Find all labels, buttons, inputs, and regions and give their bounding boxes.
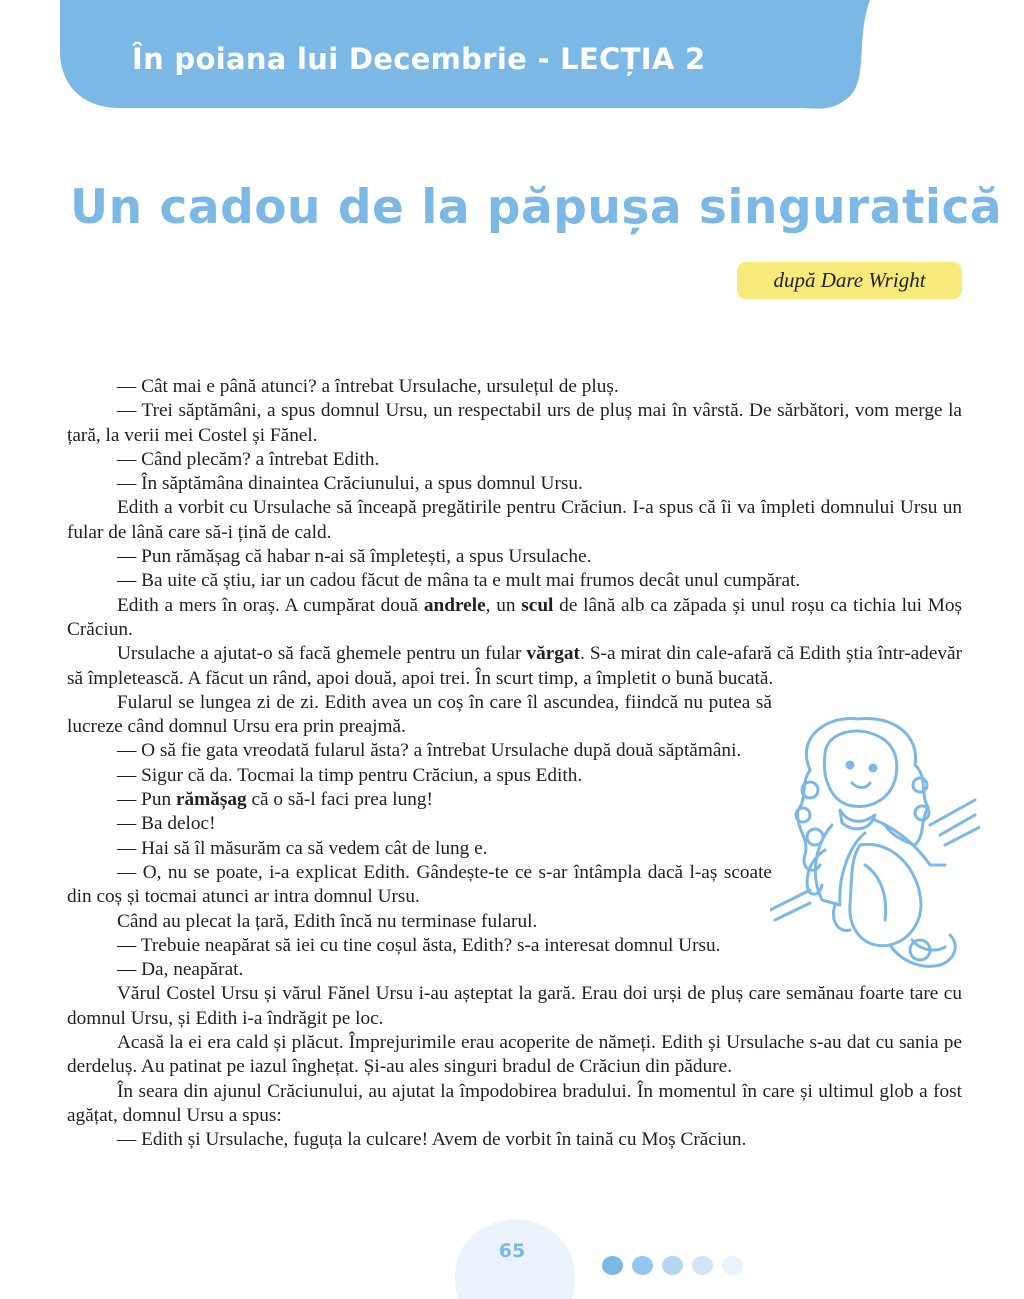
story-paragraph — [67, 1080, 962, 1129]
story-paragraph — [67, 375, 962, 399]
paragraph-text: — Pun — [117, 789, 176, 811]
paragraph-text: Acasă la ei era cald și plăcut. Împrejurimile erau acoperite de nămeți. Edith și Ursulache s-au dat cu sania pe derdeluș. Au patinat pe iazul înghețat. Și-au ales singuri bradul de Crăciun din pădure. — [67, 1032, 962, 1078]
paragraph-text: Ursulache a ajutat-o să facă ghemele pentru un fular — [117, 643, 527, 665]
story-title: Un cadou de la păpușa singuratică — [70, 180, 1003, 235]
page-dot — [662, 1256, 683, 1275]
story-paragraph — [67, 448, 962, 472]
story-paragraph — [67, 1128, 962, 1152]
story-paragraph — [67, 472, 962, 496]
story-paragraph — [67, 861, 772, 910]
page-number: 65 — [498, 1240, 526, 1262]
page-dot — [602, 1256, 623, 1275]
paragraph-text: — Da, neapărat. — [117, 959, 244, 981]
page-dot — [692, 1256, 713, 1275]
story-paragraph — [67, 691, 772, 740]
story-paragraph — [67, 496, 962, 545]
page-dot — [632, 1256, 653, 1275]
paragraph-text: — Când plecăm? a întrebat Edith. — [117, 448, 380, 470]
story-paragraph — [67, 545, 962, 569]
paragraph-text: — Trebuie neapărat să iei cu tine coșul ăsta, Edith? s-a interesat domnul Ursu. — [117, 934, 721, 956]
paragraph-text: — O, nu se poate, i-a explicat Edith. Gândește-te ce s-ar întâmpla dacă l-aș scoate din coș și tocmai atunci ar intra domnul Ursu. — [67, 861, 772, 908]
paragraph-text: de lână alb ca zăpada și unul roșu ca tichia lui Moș Crăciun. — [67, 594, 962, 640]
story-paragraph — [67, 739, 772, 763]
author-badge: după Dare Wright — [737, 262, 962, 299]
paragraph-text: — Hai să îl măsurăm ca să vedem cât de lung e. — [117, 837, 488, 859]
story-paragraph — [67, 788, 772, 812]
story-paragraph — [67, 812, 772, 836]
story-paragraph — [67, 764, 772, 788]
paragraph-text: — Cât mai e până atunci? a întrebat Ursulache, ursulețul de pluș. — [117, 376, 619, 397]
paragraph-text: Edith a mers în oraș. A cumpărat două — [117, 594, 424, 616]
story-paragraph — [67, 594, 962, 643]
paragraph-text: , un — [485, 594, 522, 616]
keyword: scul — [521, 594, 554, 616]
paragraph-text: — Ba uite că știu, iar un cadou făcut de mâna ta e mult mai frumos decât unul cumpărat. — [117, 570, 801, 592]
paragraph-text: — Trei săptămâni, a spus domnul Ursu, un respectabil urs de pluș mai în vârstă. De sărbători, vom merge la țară, la verii mei Costel și Fănel. — [67, 400, 962, 446]
paragraph-text: Când au plecat la țară, Edith încă nu terminase fularul. — [117, 910, 538, 932]
paragraph-text: — În săptămâna dinaintea Crăciunului, a spus domnul Ursu. — [117, 473, 583, 495]
story-paragraph — [67, 837, 772, 861]
paragraph-text: În seara din ajunul Crăciunului, au ajutat la împodobirea bradului. În momentul în care și ultimul glob a fost agățat, domnul Ursu a spus: — [67, 1080, 962, 1126]
lesson-header: În poiana lui Decembrie - LECȚIA 2 — [132, 42, 706, 76]
paragraph-text: Fularul se lungea zi de zi. Edith avea un coș în care îl ascundea, fiindcă nu putea să lucreze când domnul Ursu era prin preajmă. — [67, 691, 772, 738]
story-paragraph — [67, 982, 962, 1031]
story-paragraph — [67, 642, 962, 691]
doll-icon — [770, 715, 980, 980]
story-paragraph — [67, 1031, 962, 1080]
story-paragraph — [67, 399, 962, 448]
paragraph-text: . S-a mirat din cale-afară că Edith știa într-adevăr să împletească. A făcut un rând, apoi două, apoi trei. În scurt timp, a împletit o bună bucată. — [67, 643, 962, 689]
keyword: andrele — [423, 594, 486, 616]
paragraph-text: — Sigur că da. Tocmai la timp pentru Crăciun, a spus Edith. — [117, 764, 583, 786]
paragraph-text: Edith a vorbit cu Ursulache să înceapă pregătirile pentru Crăciun. I-a spus că îi va împleti domnului Ursu un fular de lână care să-i țină de cald. — [67, 497, 962, 543]
paragraph-text: — Edith și Ursulache, fuguța la culcare! Avem de vorbit în taină cu Moș Crăciun. — [117, 1129, 747, 1151]
paragraph-text: — Ba deloc! — [117, 813, 216, 835]
paragraph-text: — Pun rămășag că habar n-ai să împletești, a spus Ursulache. — [117, 546, 592, 568]
paragraph-text: că o să-l faci prea lung! — [246, 789, 433, 811]
paragraph-text: — O să fie gata vreodată fularul ăsta? a întrebat Ursulache după două săptămâni. — [117, 740, 742, 762]
story-paragraph — [67, 569, 962, 593]
page-dot — [722, 1256, 743, 1275]
keyword: vărgat — [526, 643, 580, 665]
keyword: rămășag — [175, 789, 247, 811]
paragraph-text: Vărul Costel Ursu și vărul Fănel Ursu i-au așteptat la gară. Erau doi urși de pluș care semănau foarte tare cu domnul Ursu, și Edith i-a îndrăgit pe loc. — [67, 983, 962, 1029]
